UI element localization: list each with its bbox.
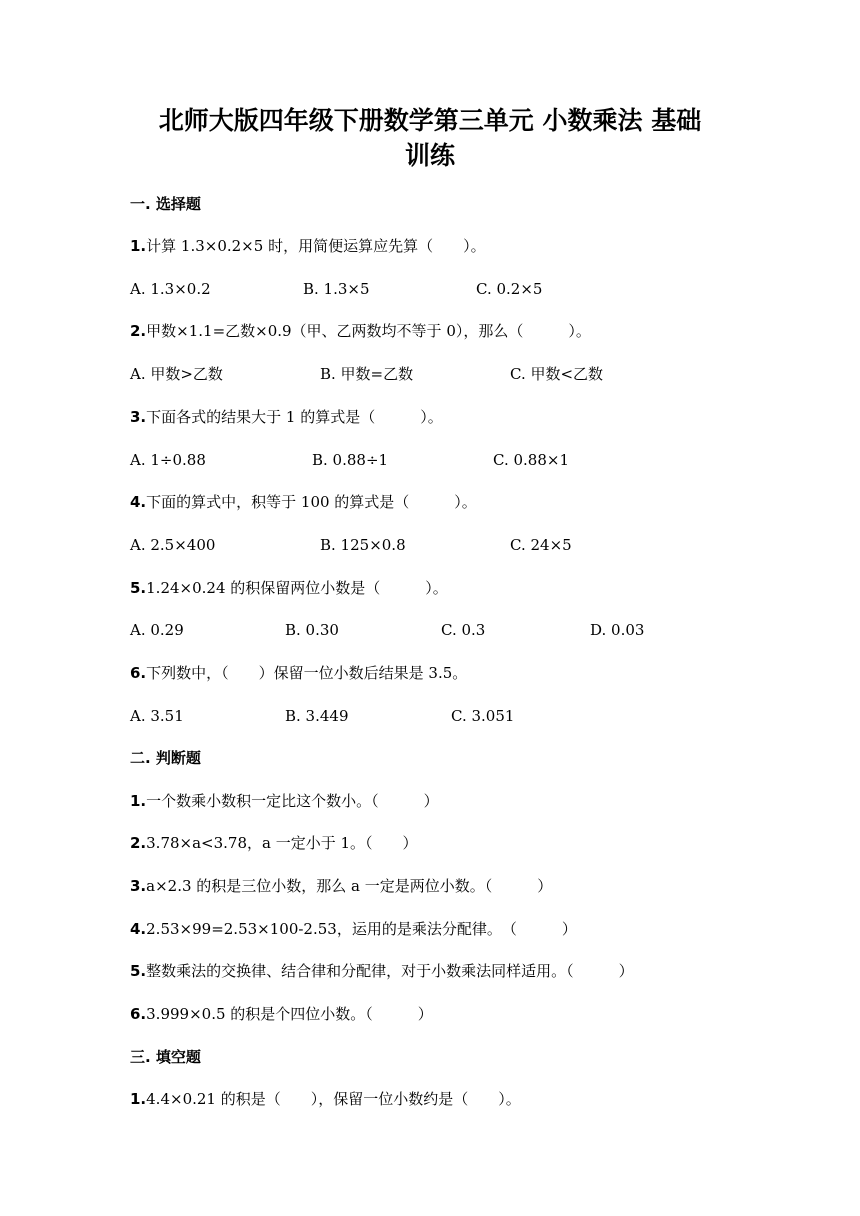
choice-question-6 <box>130 663 467 683</box>
choice-question-3 <box>130 407 443 427</box>
question-text: 一个数乘小数积一定比这个数小。（ ） <box>146 792 439 810</box>
section-heading-choice: 一. 选择题 <box>130 195 201 213</box>
question-number: 1. <box>130 237 147 255</box>
question-number: 4. <box>130 920 147 938</box>
question-text: 甲数×1.1=乙数×0.9（甲、乙两数均不等于 0），那么（ ）。 <box>146 322 591 340</box>
option-a: A. 0.29 <box>130 621 184 639</box>
question-text: 3.78×a<3.78，a 一定小于 1。（ ） <box>146 834 418 852</box>
option-a: A. 1÷0.88 <box>130 451 206 469</box>
fill-question-1 <box>130 1089 521 1109</box>
option-a: A. 3.51 <box>130 707 184 725</box>
question-number: 2. <box>130 322 147 340</box>
question-text: 下面的算式中，积等于 100 的算式是（ ）。 <box>146 493 477 511</box>
option-b: B. 0.30 <box>285 621 339 639</box>
question-number: 5. <box>130 579 147 597</box>
option-c: C. 0.88×1 <box>493 451 569 469</box>
judge-question-6 <box>130 1004 433 1024</box>
option-c: C. 0.3 <box>441 621 486 639</box>
question-text: a×2.3 的积是三位小数，那么 a 一定是两位小数。（ ） <box>146 877 553 895</box>
choice-question-1 <box>130 236 486 256</box>
question-text: 下列数中，（ ）保留一位小数后结果是 3.5。 <box>146 664 468 682</box>
judge-question-5 <box>130 961 634 981</box>
section-heading-fill: 三. 填空题 <box>130 1048 201 1066</box>
question-text: 计算 1.3×0.2×5 时，用简便运算应先算（ ）。 <box>146 237 486 255</box>
question-number: 1. <box>130 1090 147 1108</box>
choice-question-4 <box>130 492 477 512</box>
judge-question-1 <box>130 791 439 811</box>
question-number: 3. <box>130 408 147 426</box>
question-number: 3. <box>130 877 147 895</box>
question-text: 下面各式的结果大于 1 的算式是（ ）。 <box>146 408 443 426</box>
option-a: A. 甲数>乙数 <box>130 365 223 383</box>
question-text: 2.53×99=2.53×100-2.53，运用的是乘法分配律。 （ ） <box>146 920 577 938</box>
page-title-line-1: 北师大版四年级下册数学第三单元 小数乘法 基础 <box>158 106 702 135</box>
option-c: C. 甲数<乙数 <box>510 365 604 383</box>
option-d: D. 0.03 <box>590 621 645 639</box>
question-text: 3.999×0.5 的积是个四位小数。（ ） <box>146 1005 433 1023</box>
option-b: B. 3.449 <box>285 707 349 725</box>
option-a: A. 1.3×0.2 <box>130 280 211 298</box>
judge-question-4 <box>130 919 577 939</box>
question-number: 4. <box>130 493 147 511</box>
option-b: B. 125×0.8 <box>320 536 406 554</box>
question-number: 6. <box>130 1005 147 1023</box>
question-text: 整数乘法的交换律、结合律和分配律，对于小数乘法同样适用。（ ） <box>146 962 634 980</box>
question-text: 1.24×0.24 的积保留两位小数是（ ）。 <box>146 579 448 597</box>
question-number: 2. <box>130 834 147 852</box>
judge-question-3 <box>130 876 552 896</box>
question-number: 1. <box>130 792 147 810</box>
option-a: A. 2.5×400 <box>130 536 216 554</box>
section-heading-judge: 二. 判断题 <box>130 749 201 767</box>
option-b: B. 0.88÷1 <box>312 451 389 469</box>
option-b: B. 甲数=乙数 <box>320 365 414 383</box>
question-text: 4.4×0.21 的积是（ ），保留一位小数约是（ ）。 <box>146 1090 521 1108</box>
choice-question-2 <box>130 321 591 341</box>
question-number: 5. <box>130 962 147 980</box>
page-title-line-2: 训练 <box>404 141 455 170</box>
option-c: C. 0.2×5 <box>476 280 543 298</box>
choice-question-5 <box>130 578 448 598</box>
question-number: 6. <box>130 664 147 682</box>
option-c: C. 24×5 <box>510 536 572 554</box>
option-c: C. 3.051 <box>451 707 515 725</box>
judge-question-2 <box>130 833 418 853</box>
option-b: B. 1.3×5 <box>303 280 370 298</box>
